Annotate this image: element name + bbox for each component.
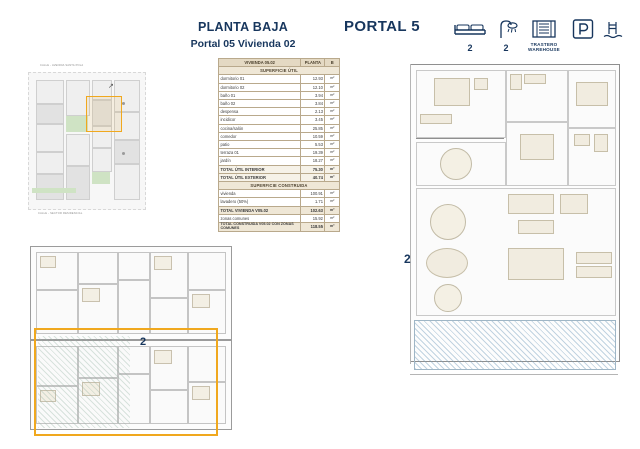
armchair-furniture (560, 194, 588, 214)
sofa-furniture (508, 194, 554, 214)
site-building-block (36, 104, 64, 124)
table-total-row: TOTAL ÚTIL EXTERIOR 40.74 m² (219, 173, 340, 181)
storage-icon (522, 18, 566, 42)
table-row: zonas comunes 15.92 m² (219, 214, 340, 222)
amenity-storage (522, 18, 566, 53)
kitchen-counter-furniture (576, 252, 612, 264)
amenity-pool (600, 18, 628, 42)
bed-furniture (434, 78, 470, 106)
table-row: dormitorio 01 12.93 m² (219, 75, 340, 83)
table-row: despensa 2.13 m² (219, 108, 340, 116)
site-green-area (66, 116, 88, 132)
unit-room (118, 280, 150, 334)
site-marker (122, 102, 125, 105)
unit-number-label: 2 (140, 336, 147, 348)
site-building-block (36, 124, 64, 152)
site-green-area (92, 172, 110, 184)
round-table-furniture (426, 248, 468, 278)
site-building-block (114, 140, 140, 164)
decor-circle (430, 204, 466, 240)
decor-circle (434, 284, 462, 312)
table-row: lavadero (50%) 1.71 m² (219, 198, 340, 206)
sink-furniture (574, 134, 590, 146)
storage-caption: TRASTERO WAREHOUSE (528, 42, 560, 53)
page-title: PLANTA BAJA (197, 20, 289, 34)
table-row: baño 02 3.84 m² (219, 100, 340, 108)
unit-room (118, 252, 150, 280)
site-highlight-portal5 (86, 96, 122, 132)
decor-circle (440, 148, 472, 180)
amenity-bathrooms (490, 18, 522, 53)
table-total-row: TOTAL CONSTRUIDA V05.02 CON ZONAS COMUNES 118.55 m² (219, 223, 340, 232)
table-section-built (219, 182, 340, 190)
bed-furniture (520, 134, 554, 160)
table-row: comedor 10.59 m² (219, 132, 340, 140)
table-header-letter: B (325, 59, 340, 67)
table-total-row: TOTAL ÚTIL INTERIOR 75.30 m² (219, 165, 340, 173)
table-header-floor: PLANTA (301, 59, 325, 67)
site-plan-label-bottom: CALLE - SECTOR RESIDENCIAL (38, 212, 83, 215)
bedroom-count: 2 (467, 43, 473, 53)
unit-detail-plan (400, 62, 628, 442)
pool-icon (600, 18, 628, 42)
bed-furniture (576, 82, 608, 106)
table-row: cocina/salón 25.85 m² (219, 124, 340, 132)
site-building-block (36, 174, 64, 200)
table-row: dormitorio 02 12.10 m² (219, 83, 340, 91)
table-row: vivienda 100.91 m² (219, 190, 340, 198)
sink-furniture (524, 74, 546, 84)
coffee-table-furniture (518, 220, 554, 234)
parking-icon (568, 18, 598, 42)
table-header-row (219, 59, 340, 67)
furniture (40, 256, 56, 268)
site-building-block (36, 80, 64, 104)
site-building-block (36, 152, 64, 174)
shower-icon (490, 18, 522, 42)
bed-icon (452, 18, 488, 42)
table-row: baño 01 3.94 m² (219, 91, 340, 99)
site-building-block (92, 148, 112, 172)
building-floor-plan (26, 240, 234, 435)
section-title-built: SUPERFICIE CONSTRUIDA (219, 182, 340, 190)
site-key-plan (22, 62, 150, 222)
amenity-bedrooms (452, 18, 488, 53)
areas-table (218, 58, 340, 232)
furniture (82, 288, 100, 302)
site-plan-label-top: CALLE - AVENIDA SANTA POLA (40, 64, 84, 67)
interior-wall (416, 138, 504, 139)
portal-title: PORTAL 5 (344, 18, 420, 35)
table-row: jardín 18.27 m² (219, 157, 340, 165)
site-marker (122, 152, 125, 155)
site-building-block (66, 166, 90, 200)
unit-highlight-box (34, 328, 218, 436)
bathroom-count: 2 (503, 43, 509, 53)
amenities-row (452, 18, 628, 62)
section-title-useful: SUPERFICIE ÚTIL (219, 67, 340, 75)
table-row: terraza 01 19.39 m² (219, 149, 340, 157)
furniture (192, 294, 210, 308)
shower-furniture (594, 134, 608, 152)
table-row: patio 5.53 m² (219, 141, 340, 149)
kitchen-counter-furniture (576, 266, 612, 278)
toilet-furniture (510, 74, 522, 90)
unit-room (78, 252, 118, 284)
subtitle-portal-vivienda: Portal 05 Vivienda 02 (190, 38, 296, 50)
unit-number-label: 2 (404, 252, 411, 266)
north-arrow-icon: ↗ (108, 83, 114, 90)
table-header-unit: VIVIENDA 05.02 (219, 59, 301, 67)
table-section-useful (219, 67, 340, 75)
site-building-block (114, 164, 140, 200)
site-building-block (66, 134, 90, 166)
dining-table-furniture (508, 248, 564, 280)
table-row: incidicor 3.45 m² (219, 116, 340, 124)
terrace-garden (414, 320, 616, 370)
nightstand-furniture (474, 78, 488, 90)
table-total-row: TOTAL VIVIENDA V05.02 102.63 m² (219, 206, 340, 214)
unit-room (188, 252, 226, 290)
furniture (154, 256, 172, 270)
site-green-strip (32, 188, 76, 193)
amenity-parking (568, 18, 598, 42)
wardrobe-furniture (420, 114, 452, 124)
